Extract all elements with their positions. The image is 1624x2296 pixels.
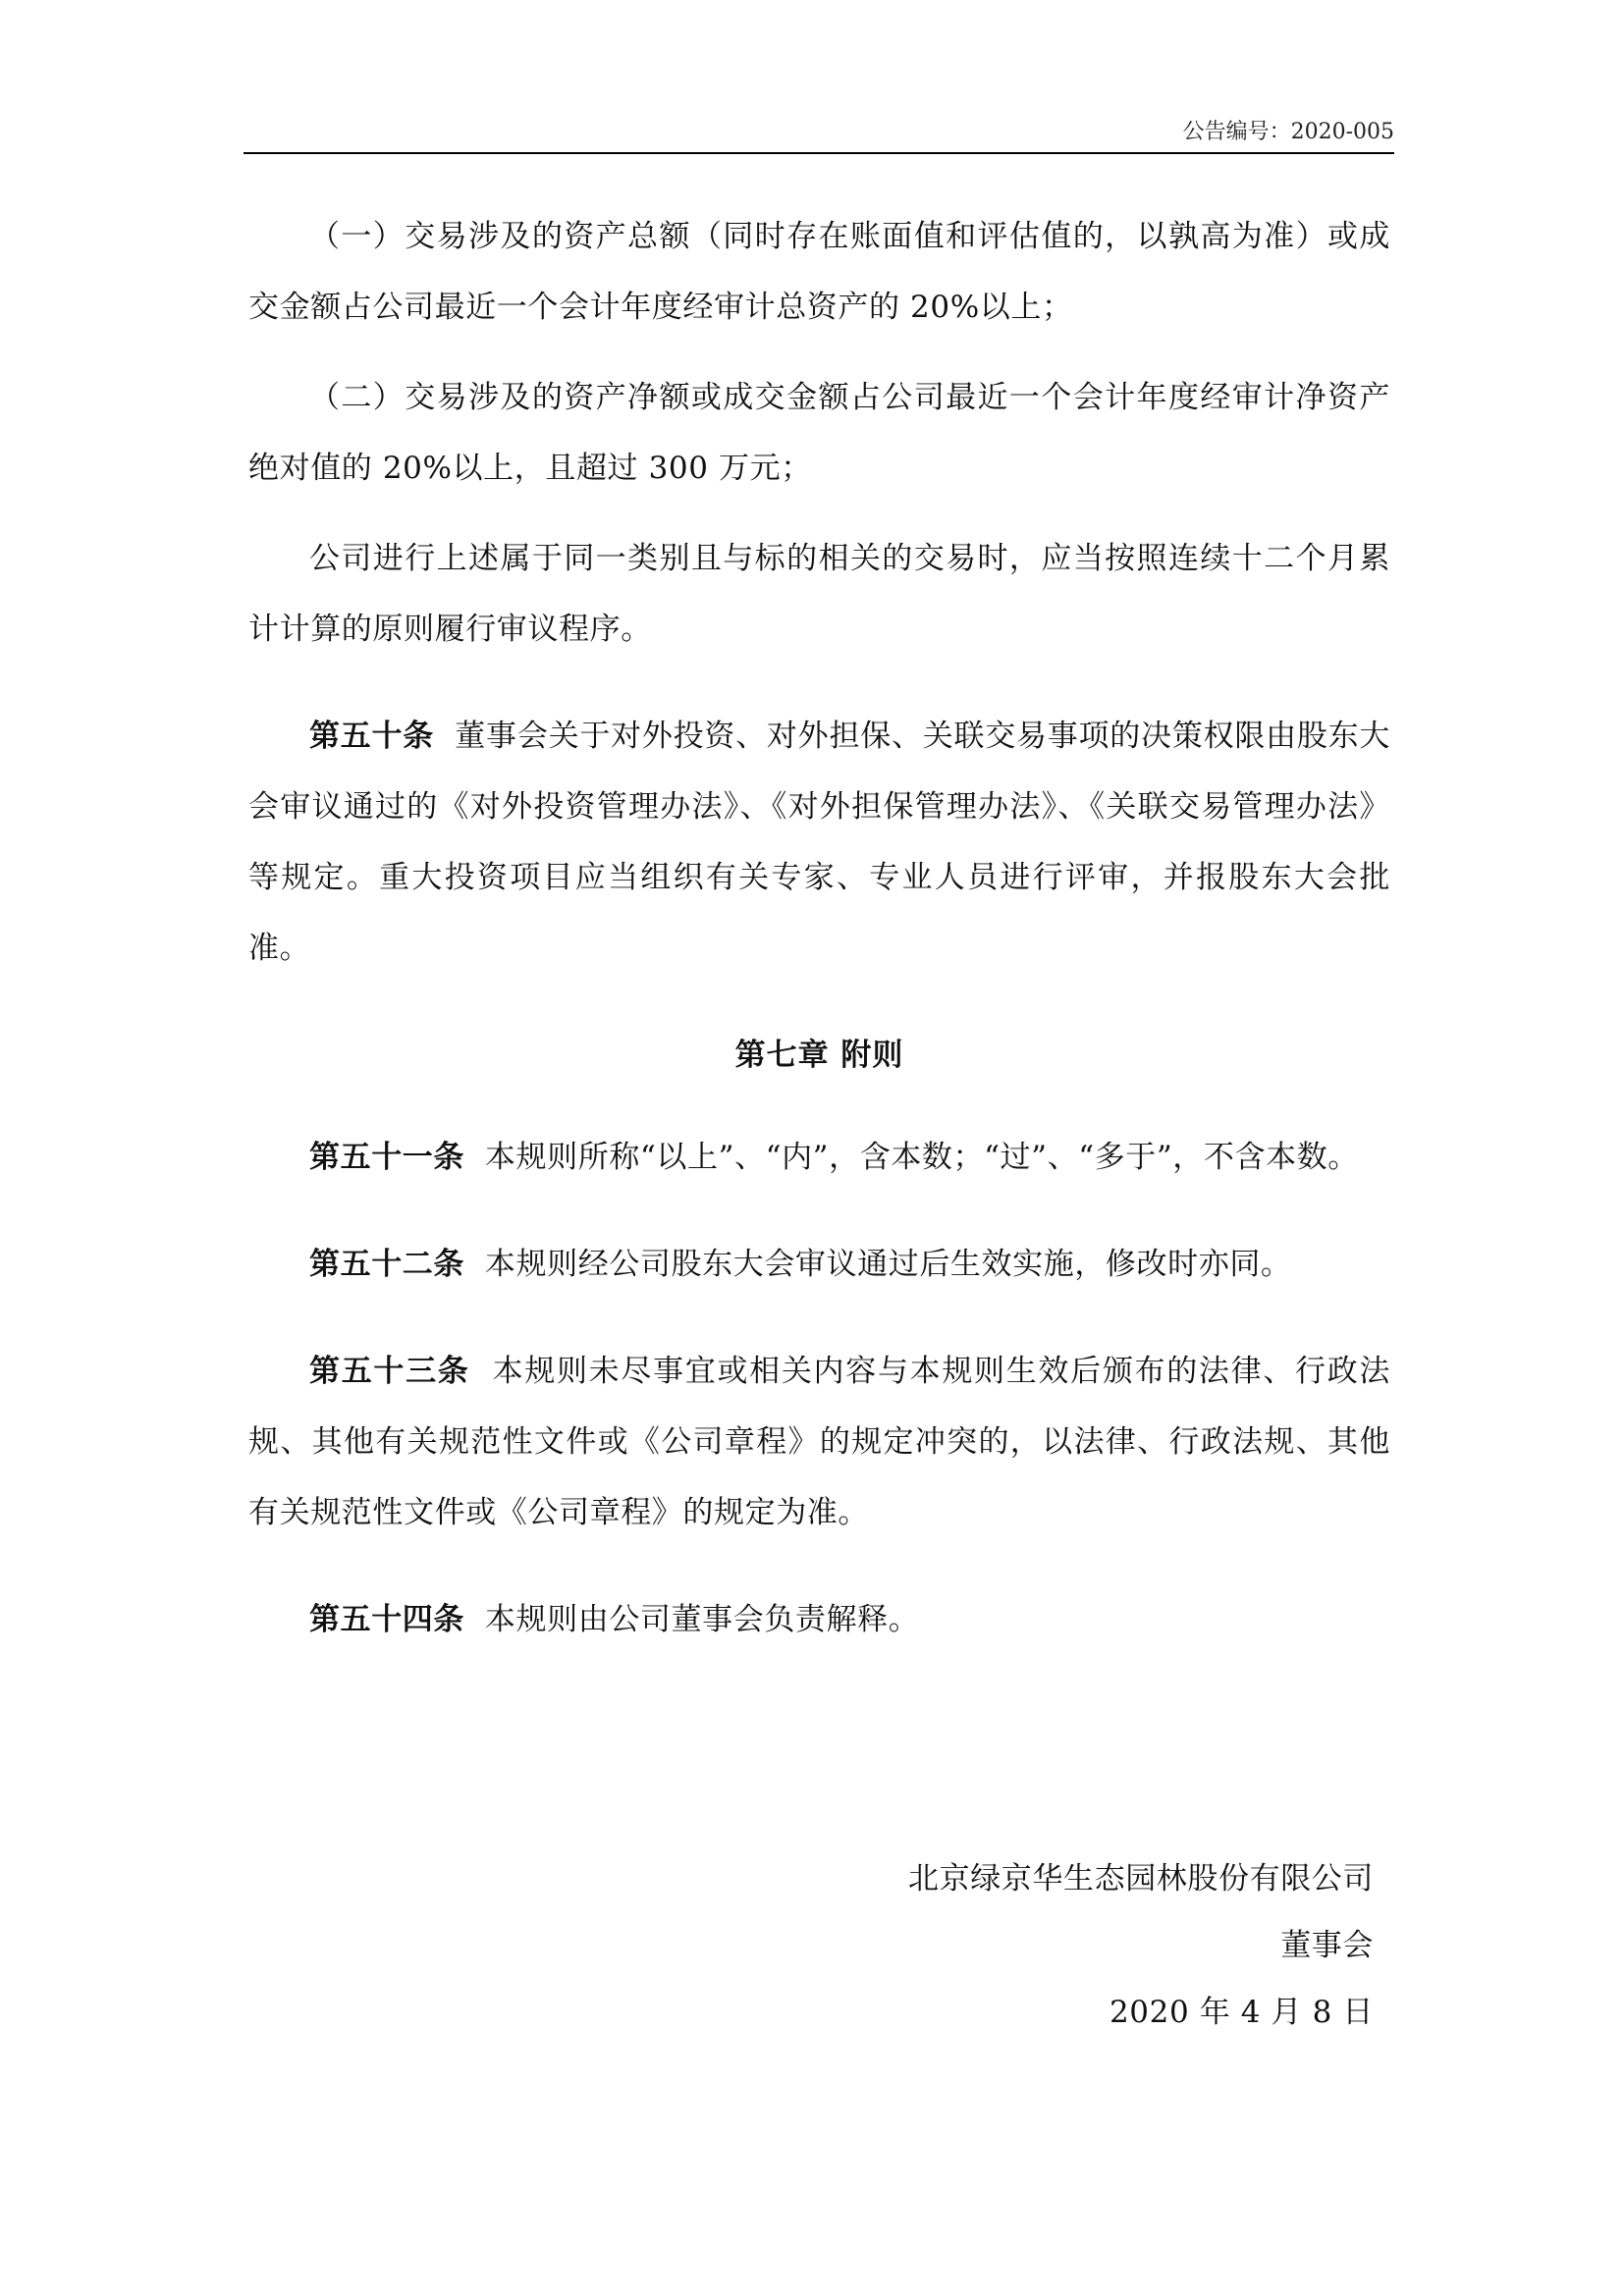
article-53-text: 本规则未尽事宜或相关内容与本规则生效后颁布的法律、行政法规、其他有关规范性文件或《公司章程》的规定冲突的，以法律、行政法规、其他有关规范性文件或《公司章程》的规定为准。 bbox=[248, 1354, 1390, 1530]
announcement-number: 公告编号：2020-005 bbox=[1182, 120, 1394, 144]
signature-date: 2020 年 4 月 8 日 bbox=[1109, 1995, 1374, 2030]
article-53-paragraph bbox=[248, 1336, 1390, 1548]
item-1-paragraph: （一）交易涉及的资产总额（同时存在账面值和评估值的，以孰高为准）或成交金额占公司最近一个会计年度经审计总资产的 20%以上； bbox=[248, 219, 1390, 325]
article-51-paragraph bbox=[248, 1122, 1390, 1193]
article-50-text: 董事会关于对外投资、对外担保、关联交易事项的决策权限由股东大会审议通过的《对外投资管理办法》、《对外担保管理办法》、《关联交易管理办法》等规定。重大投资项目应当组织有关专家、专业人员进行评审，并报股东大会批准。 bbox=[248, 719, 1390, 966]
signature-block bbox=[908, 1845, 1374, 2046]
article-54-paragraph bbox=[248, 1584, 1390, 1655]
article-50-paragraph bbox=[248, 701, 1390, 984]
document-body bbox=[248, 201, 1390, 1691]
signature-company: 北京绿京华生态园林股份有限公司 bbox=[908, 1861, 1374, 1896]
item-2-paragraph: （二）交易涉及的资产净额或成交金额占公司最近一个会计年度经审计净资产绝对值的 20%以上，且超过 300 万元； bbox=[248, 380, 1390, 486]
header-divider bbox=[244, 152, 1394, 154]
article-52-paragraph bbox=[248, 1229, 1390, 1300]
article-52-text: 本规则经公司股东大会审议通过后生效实施，修改时亦同。 bbox=[484, 1247, 1292, 1282]
article-54-text: 本规则由公司董事会负责解释。 bbox=[484, 1602, 920, 1637]
signature-board: 董事会 bbox=[1280, 1928, 1374, 1963]
chapter-7-heading: 第七章 附则 bbox=[734, 1038, 904, 1073]
cumulative-rule-paragraph: 公司进行上述属于同一类别且与标的相关的交易时，应当按照连续十二个月累计计算的原则履行审议程序。 bbox=[248, 541, 1390, 647]
article-52-heading: 第五十二条 bbox=[309, 1247, 464, 1282]
article-51-text: 本规则所称“以上”、“内”，含本数；“过”、“多于”，不含本数。 bbox=[484, 1140, 1359, 1175]
article-51-heading: 第五十一条 bbox=[309, 1140, 464, 1175]
article-53-heading: 第五十三条 bbox=[309, 1354, 470, 1389]
article-54-heading: 第五十四条 bbox=[309, 1602, 464, 1637]
article-50-heading: 第五十条 bbox=[309, 719, 435, 754]
